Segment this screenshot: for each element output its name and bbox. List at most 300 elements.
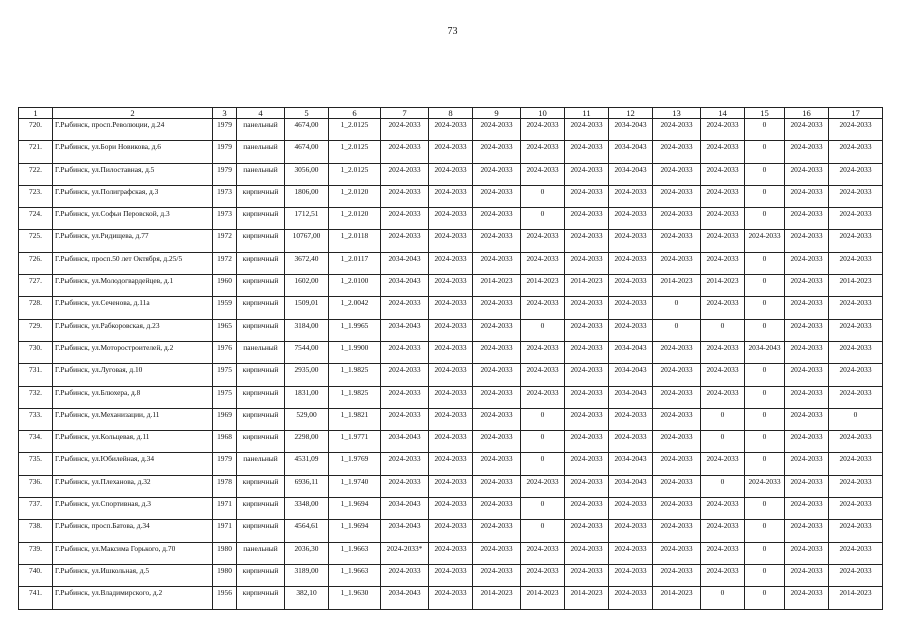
table-cell: 2024-2033 (829, 564, 883, 586)
table-cell: 1_2.0125 (329, 163, 381, 185)
table-cell: 2024-2033 (785, 252, 829, 274)
table-cell: 2024-2033 (829, 453, 883, 475)
table-cell: 2036,30 (285, 542, 329, 564)
table-cell: кирпичный (237, 230, 285, 252)
table-cell: 2024-2033 (653, 141, 701, 163)
table-cell: 2024-2033 (701, 341, 745, 363)
table-cell: 2024-2033 (653, 208, 701, 230)
table-cell: 2024-2033 (785, 119, 829, 141)
table-cell: 2024-2033 (381, 141, 429, 163)
table-row (19, 252, 883, 274)
table-row (19, 431, 883, 453)
table-cell: 2024-2033 (785, 319, 829, 341)
table-cell: 1_1.9900 (329, 341, 381, 363)
table-cell: 2024-2033 (745, 475, 785, 497)
table-cell: 1971 (213, 520, 237, 542)
table-cell: 2024-2033 (429, 453, 473, 475)
table-cell: 2024-2033 (429, 185, 473, 207)
table-cell: 2024-2033 (429, 163, 473, 185)
table-cell: 1712,51 (285, 208, 329, 230)
table-cell: 1_1.9821 (329, 408, 381, 430)
table-cell: 1972 (213, 252, 237, 274)
table-cell: 2024-2033 (829, 498, 883, 520)
table-cell: 2024-2033 (565, 208, 609, 230)
table-cell: 2024-2033 (473, 163, 521, 185)
table-cell: 0 (745, 453, 785, 475)
table-cell: 1_1.9965 (329, 319, 381, 341)
header-row (19, 108, 883, 119)
table-row (19, 364, 883, 386)
table-cell: 2024-2033 (473, 230, 521, 252)
table-cell: кирпичный (237, 208, 285, 230)
table-cell: 2024-2033 (701, 453, 745, 475)
table-cell: 2034-2043 (609, 364, 653, 386)
table-cell: 2024-2033 (473, 498, 521, 520)
table-cell: 3056,00 (285, 163, 329, 185)
table-cell: 2024-2033 (565, 163, 609, 185)
table-cell: 2024-2033 (785, 564, 829, 586)
table-cell: 2014-2023 (565, 587, 609, 609)
table-cell: 0 (745, 119, 785, 141)
table-row (19, 587, 883, 609)
table-row (19, 163, 883, 185)
table-cell: 2024-2033 (701, 542, 745, 564)
column-header: 9 (473, 108, 521, 119)
table-cell: 2024-2033 (829, 297, 883, 319)
table-cell: 2034-2043 (745, 341, 785, 363)
table-cell: кирпичный (237, 587, 285, 609)
table-cell: 4531,09 (285, 453, 329, 475)
table-row (19, 319, 883, 341)
row-number-cell: 725. (19, 230, 53, 252)
address-cell: Г.Рыбинск, ул.Сеченова, д.11а (53, 297, 213, 319)
table-cell: 2034-2043 (381, 587, 429, 609)
table-cell: 0 (521, 185, 565, 207)
table-cell: 1979 (213, 163, 237, 185)
table-cell: 2024-2033 (521, 141, 565, 163)
table-cell: 2024-2033 (429, 431, 473, 453)
column-header: 1 (19, 108, 53, 119)
table-cell: 1965 (213, 319, 237, 341)
table-cell: 0 (745, 520, 785, 542)
table-cell: 0 (521, 520, 565, 542)
table-cell: 2024-2033 (565, 498, 609, 520)
table-cell: 2024-2033 (653, 498, 701, 520)
table-cell: 2034-2043 (609, 341, 653, 363)
table-cell: 2034-2043 (381, 431, 429, 453)
table-cell: 2024-2033 (381, 297, 429, 319)
table-cell: 1959 (213, 297, 237, 319)
address-cell: Г.Рыбинск, ул.Механизации, д.11 (53, 408, 213, 430)
table-cell: 2024-2033 (429, 275, 473, 297)
table-cell: 2024-2033 (381, 185, 429, 207)
table-cell: 529,00 (285, 408, 329, 430)
table-cell: 1_1.9740 (329, 475, 381, 497)
row-number-cell: 731. (19, 364, 53, 386)
row-number-cell: 730. (19, 341, 53, 363)
table-cell: 2024-2033 (609, 297, 653, 319)
table-cell: 2024-2033 (473, 252, 521, 274)
table-row (19, 408, 883, 430)
table-cell: 3348,00 (285, 498, 329, 520)
table-cell: панельный (237, 341, 285, 363)
table-cell: 2024-2033 (429, 564, 473, 586)
address-cell: Г.Рыбинск, просп.50 лет Октября, д.25/5 (53, 252, 213, 274)
table-cell: кирпичный (237, 364, 285, 386)
table-cell: 2024-2033 (565, 431, 609, 453)
table-cell: 2024-2033 (429, 364, 473, 386)
table-cell: 2024-2033 (829, 431, 883, 453)
table-cell: 2014-2023 (565, 275, 609, 297)
table-cell: 2034-2043 (381, 319, 429, 341)
table-cell: панельный (237, 119, 285, 141)
table-cell: 2024-2033 (785, 185, 829, 207)
table-cell: 2034-2043 (609, 141, 653, 163)
table-cell: 2024-2033 (381, 364, 429, 386)
table-row (19, 520, 883, 542)
column-header: 8 (429, 108, 473, 119)
table-cell: кирпичный (237, 498, 285, 520)
column-header: 11 (565, 108, 609, 119)
table-cell: 1_2.0118 (329, 230, 381, 252)
table-cell: 2024-2033 (785, 475, 829, 497)
table-cell: 1_2.0042 (329, 297, 381, 319)
table-cell: 2024-2033 (829, 230, 883, 252)
table-cell: 2024-2033 (653, 341, 701, 363)
table-cell: 2024-2033 (653, 475, 701, 497)
table-cell: 2024-2033 (565, 141, 609, 163)
table-cell: 2024-2033 (609, 542, 653, 564)
table-row (19, 542, 883, 564)
table-cell: 2024-2033 (521, 386, 565, 408)
table-cell: 2024-2033 (473, 542, 521, 564)
table-cell: 2024-2033 (785, 341, 829, 363)
table-cell: 2024-2033 (381, 119, 429, 141)
table-cell: 2024-2033 (609, 431, 653, 453)
table-cell: 2024-2033 (609, 498, 653, 520)
table-cell: 2024-2033 (829, 208, 883, 230)
table-body (19, 108, 883, 610)
table-cell: 2024-2033 (565, 230, 609, 252)
table-cell: 2024-2033 (381, 408, 429, 430)
address-cell: Г.Рыбинск, ул.Ишкольная, д.5 (53, 564, 213, 586)
table-cell: 1_1.9663 (329, 564, 381, 586)
table-cell: 1_1.9694 (329, 498, 381, 520)
table-cell: 2024-2033 (565, 364, 609, 386)
table-cell: 2024-2033 (829, 185, 883, 207)
table-cell: 2024-2033 (521, 252, 565, 274)
row-number-cell: 735. (19, 453, 53, 475)
table-cell: 2024-2033 (609, 275, 653, 297)
table-row (19, 498, 883, 520)
table-cell: 1_1.9663 (329, 542, 381, 564)
table-cell: 2024-2033 (429, 542, 473, 564)
table-cell: 2024-2033 (745, 230, 785, 252)
table-cell: кирпичный (237, 275, 285, 297)
table-cell: 2024-2033 (565, 408, 609, 430)
table-cell: 2024-2033 (653, 542, 701, 564)
table-cell: 1979 (213, 141, 237, 163)
address-cell: Г.Рыбинск, ул.Кольцевая, д.11 (53, 431, 213, 453)
row-number-cell: 724. (19, 208, 53, 230)
table-cell: 2024-2033 (701, 297, 745, 319)
table-cell: 2024-2033 (429, 297, 473, 319)
table-cell: 0 (745, 185, 785, 207)
table-cell: 2024-2033 (701, 185, 745, 207)
table-cell: 1_1.9630 (329, 587, 381, 609)
table-cell: 1969 (213, 408, 237, 430)
table-cell: 2024-2033 (829, 341, 883, 363)
table-cell: 0 (653, 319, 701, 341)
table-cell: 1975 (213, 364, 237, 386)
table-cell: 1_2.0120 (329, 185, 381, 207)
table-cell: кирпичный (237, 297, 285, 319)
table-cell: 2034-2043 (609, 475, 653, 497)
page-number: 73 (447, 26, 458, 37)
address-cell: Г.Рыбинск, ул.Молодогвардейцев, д.1 (53, 275, 213, 297)
table-cell: 2024-2033 (381, 163, 429, 185)
column-header: 17 (829, 108, 883, 119)
table-cell: 2024-2033 (473, 208, 521, 230)
table-cell: 2024-2033 (565, 453, 609, 475)
table-cell: 1806,00 (285, 185, 329, 207)
table-row (19, 475, 883, 497)
table-cell: 1_1.9771 (329, 431, 381, 453)
table-cell: 2034-2043 (381, 252, 429, 274)
table-cell: 2024-2033 (653, 163, 701, 185)
column-header: 3 (213, 108, 237, 119)
table-cell: 1509,01 (285, 297, 329, 319)
table-cell: 2024-2033 (565, 520, 609, 542)
table-cell: 2024-2033 (701, 141, 745, 163)
table-cell: 2024-2033 (473, 141, 521, 163)
table-cell: 1980 (213, 542, 237, 564)
table-cell: 1980 (213, 564, 237, 586)
table-cell: 1973 (213, 208, 237, 230)
row-number-cell: 722. (19, 163, 53, 185)
table-cell: 0 (745, 141, 785, 163)
table-cell: 2024-2033 (609, 208, 653, 230)
table-cell: 382,10 (285, 587, 329, 609)
table-cell: 2024-2033 (609, 587, 653, 609)
table-cell: 2024-2033 (473, 319, 521, 341)
row-number-cell: 721. (19, 141, 53, 163)
table-cell: 2024-2033 (381, 475, 429, 497)
table-cell: 1_2.0117 (329, 252, 381, 274)
table-cell: 2024-2033 (609, 185, 653, 207)
table-cell: 2024-2033 (609, 520, 653, 542)
table-cell: 2935,00 (285, 364, 329, 386)
table-cell: 2024-2033 (701, 386, 745, 408)
table-cell: 0 (701, 587, 745, 609)
table-cell: 0 (521, 319, 565, 341)
table-cell: 2024-2033 (701, 520, 745, 542)
table-cell: 0 (521, 208, 565, 230)
table-cell: 2014-2023 (473, 587, 521, 609)
table-cell: 2034-2043 (609, 163, 653, 185)
column-header: 12 (609, 108, 653, 119)
table-cell: 2024-2033 (521, 341, 565, 363)
table-cell: 1973 (213, 185, 237, 207)
table-cell: панельный (237, 141, 285, 163)
table-cell: 2024-2033 (785, 208, 829, 230)
table-cell: 0 (701, 475, 745, 497)
table-cell: 2024-2033 (565, 319, 609, 341)
table-cell: 2014-2023 (829, 275, 883, 297)
row-number-cell: 720. (19, 119, 53, 141)
table-cell: 2024-2033 (521, 230, 565, 252)
table-cell: 2024-2033 (653, 408, 701, 430)
table-cell: 1_2.0120 (329, 208, 381, 230)
table-cell: 0 (745, 297, 785, 319)
table-cell: 1_1.9825 (329, 364, 381, 386)
row-number-cell: 732. (19, 386, 53, 408)
table-cell: 0 (701, 431, 745, 453)
table-cell: 2024-2033 (701, 119, 745, 141)
table-cell: 2024-2033 (565, 185, 609, 207)
table-cell: 2024-2033 (829, 364, 883, 386)
table-cell: 2024-2033 (701, 163, 745, 185)
table-cell: панельный (237, 453, 285, 475)
table-cell: 0 (745, 252, 785, 274)
table-cell: 2024-2033 (473, 386, 521, 408)
table-cell: 2034-2043 (609, 119, 653, 141)
address-cell: Г.Рыбинск, ул.Пилоставная, д.5 (53, 163, 213, 185)
table-cell: 2024-2033 (521, 163, 565, 185)
table-cell: 2024-2033 (521, 297, 565, 319)
row-number-cell: 737. (19, 498, 53, 520)
table-cell: кирпичный (237, 408, 285, 430)
table-cell: 2034-2043 (609, 453, 653, 475)
table-cell: 10767,00 (285, 230, 329, 252)
table-cell: 2024-2033* (381, 542, 429, 564)
table-cell: 2024-2033 (829, 141, 883, 163)
table-cell: 4674,00 (285, 141, 329, 163)
table-row (19, 119, 883, 141)
table-cell: 2024-2033 (785, 297, 829, 319)
table-cell: 2024-2033 (429, 141, 473, 163)
row-number-cell: 727. (19, 275, 53, 297)
table-cell: 3184,00 (285, 319, 329, 341)
table-cell: 2024-2033 (565, 386, 609, 408)
table-cell: 1976 (213, 341, 237, 363)
table-cell: 0 (745, 275, 785, 297)
column-header: 7 (381, 108, 429, 119)
table-cell: 2024-2033 (429, 408, 473, 430)
table-cell: 2024-2033 (609, 408, 653, 430)
table-cell: 2024-2033 (785, 520, 829, 542)
address-cell: Г.Рыбинск, ул.Луговая, д.10 (53, 364, 213, 386)
table-cell: 2024-2033 (565, 542, 609, 564)
column-header: 2 (53, 108, 213, 119)
row-number-cell: 734. (19, 431, 53, 453)
table-cell: 2014-2023 (701, 275, 745, 297)
table-cell: 2024-2033 (701, 208, 745, 230)
table-cell: 2024-2033 (381, 386, 429, 408)
address-cell: Г.Рыбинск, ул.Юбилейная, д.34 (53, 453, 213, 475)
table-cell: 2014-2023 (653, 275, 701, 297)
table-cell: 0 (745, 386, 785, 408)
table-cell: 3189,00 (285, 564, 329, 586)
column-header: 5 (285, 108, 329, 119)
row-number-cell: 738. (19, 520, 53, 542)
table-cell: 2024-2033 (785, 498, 829, 520)
table-cell: 2024-2033 (785, 275, 829, 297)
table-cell: 2024-2033 (381, 208, 429, 230)
table-cell: 2024-2033 (473, 364, 521, 386)
row-number-cell: 728. (19, 297, 53, 319)
table-cell: 2024-2033 (429, 119, 473, 141)
table-cell: 2024-2033 (653, 364, 701, 386)
table-cell: 2024-2033 (829, 319, 883, 341)
table-cell: 2024-2033 (565, 252, 609, 274)
row-number-cell: 723. (19, 185, 53, 207)
table-cell: 1968 (213, 431, 237, 453)
address-cell: Г.Рыбинск, ул.Моторостроителей, д.2 (53, 341, 213, 363)
table-cell: 2034-2043 (381, 498, 429, 520)
table-cell: 2024-2033 (701, 498, 745, 520)
table-cell: 2024-2033 (785, 141, 829, 163)
table-cell: 1602,00 (285, 275, 329, 297)
address-cell: Г.Рыбинск, ул.Бори Новикова, д.6 (53, 141, 213, 163)
table-cell: 2024-2033 (429, 341, 473, 363)
table-cell: 2024-2033 (473, 564, 521, 586)
table-cell: 1_2.0100 (329, 275, 381, 297)
table-cell: 2024-2033 (429, 475, 473, 497)
table-cell: 1979 (213, 453, 237, 475)
data-table (18, 107, 883, 610)
table-cell: 2024-2033 (521, 475, 565, 497)
address-cell: Г.Рыбинск, ул.Софьи Перовской, д.3 (53, 208, 213, 230)
table-cell: 1_1.9825 (329, 386, 381, 408)
table-cell: 2024-2033 (473, 185, 521, 207)
table-cell: 1956 (213, 587, 237, 609)
table-cell: 2024-2033 (473, 431, 521, 453)
table-cell: 2024-2033 (521, 542, 565, 564)
table-cell: 2024-2033 (429, 230, 473, 252)
table-cell: 2024-2033 (521, 364, 565, 386)
table-cell: 1978 (213, 475, 237, 497)
column-header: 15 (745, 108, 785, 119)
table-cell: 2024-2033 (701, 564, 745, 586)
table-cell: 2024-2033 (609, 230, 653, 252)
table-cell: 2024-2033 (785, 163, 829, 185)
table-cell: 7544,00 (285, 341, 329, 363)
table-cell: 1971 (213, 498, 237, 520)
table-cell: 0 (829, 408, 883, 430)
table-cell: 2024-2033 (785, 453, 829, 475)
table-cell: 2014-2023 (521, 275, 565, 297)
table-cell: 2024-2033 (829, 119, 883, 141)
table-cell: 2024-2033 (653, 564, 701, 586)
table-cell: 2014-2023 (829, 587, 883, 609)
table-cell: 2014-2023 (473, 275, 521, 297)
table-cell: 2024-2033 (785, 364, 829, 386)
table-cell: 0 (745, 498, 785, 520)
address-cell: Г.Рыбинск, просп.Революции, д.24 (53, 119, 213, 141)
table-cell: 0 (745, 564, 785, 586)
table-cell: 1975 (213, 386, 237, 408)
table-cell: 0 (653, 297, 701, 319)
table-cell: 0 (745, 163, 785, 185)
table-cell: 1831,00 (285, 386, 329, 408)
table-cell: 2024-2033 (473, 453, 521, 475)
table-cell: 2024-2033 (381, 453, 429, 475)
table-row (19, 453, 883, 475)
table-cell: 2024-2033 (429, 520, 473, 542)
table-cell: 0 (745, 587, 785, 609)
table-cell: 1_1.9769 (329, 453, 381, 475)
